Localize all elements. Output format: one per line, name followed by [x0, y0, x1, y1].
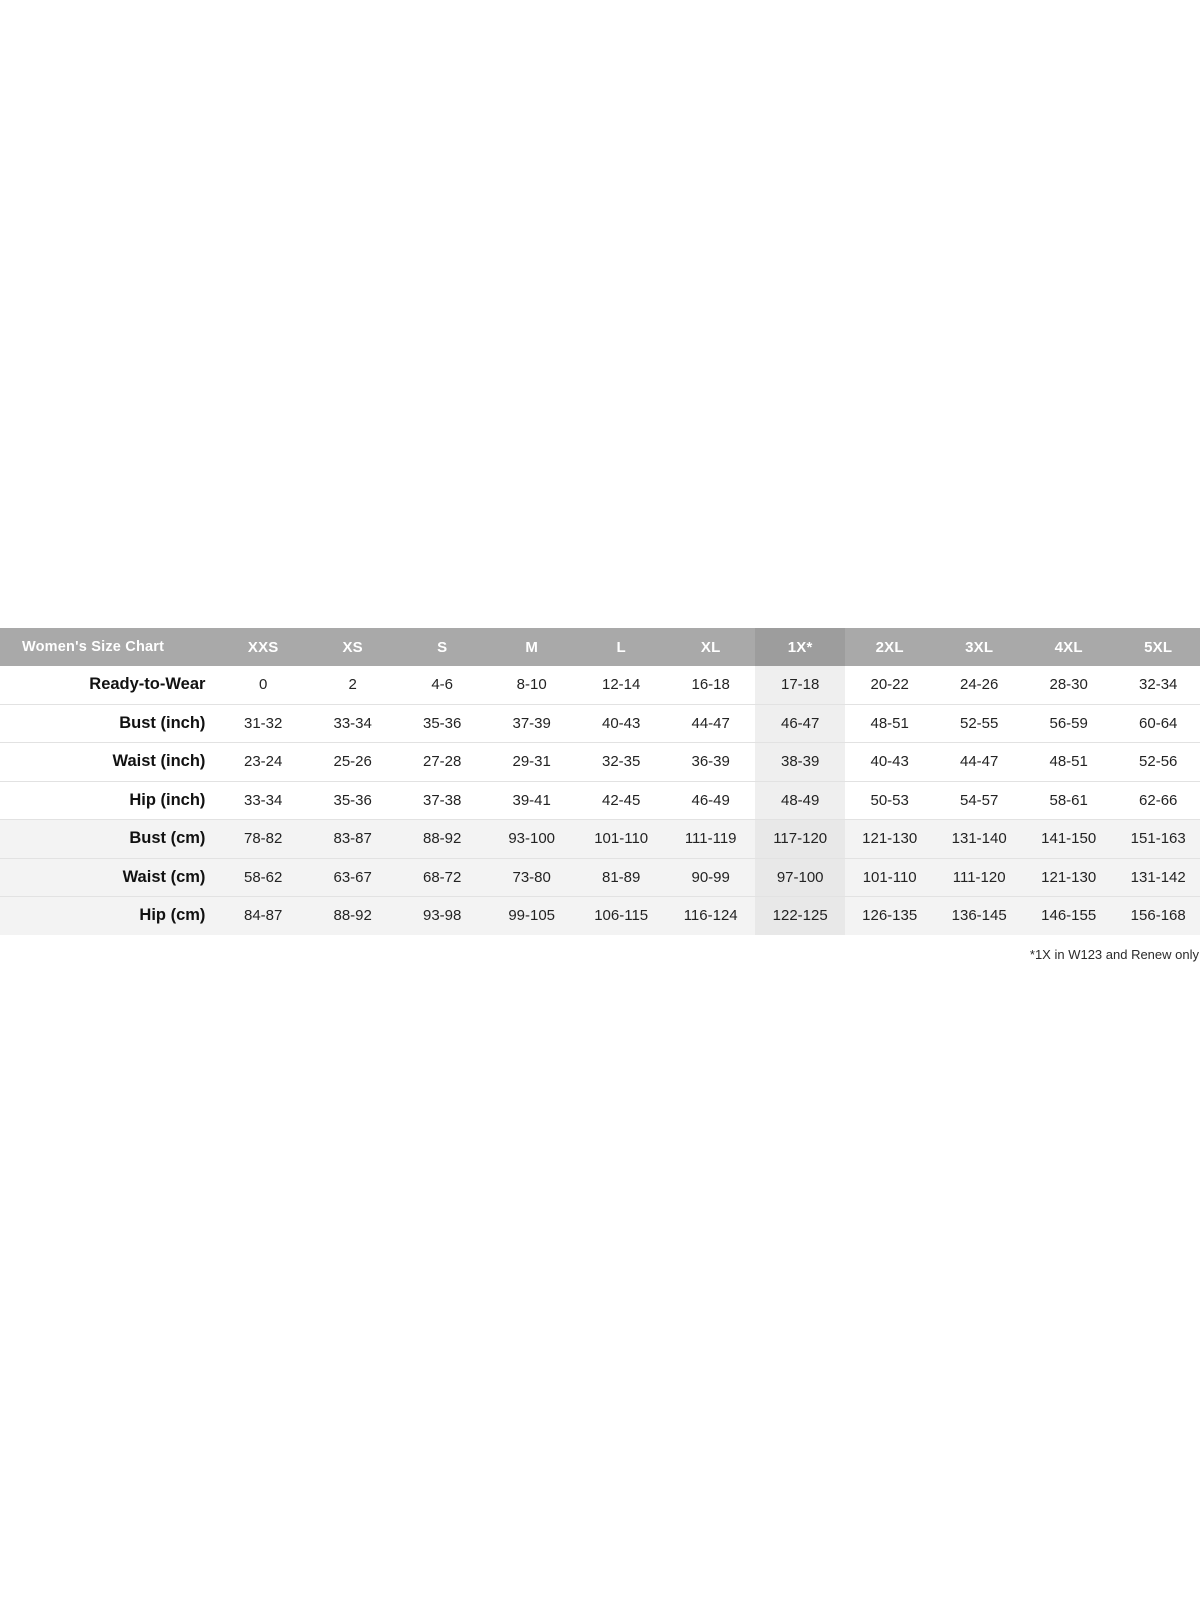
cell: 99-105: [487, 897, 577, 935]
table-row: [0, 897, 1200, 935]
cell: 28-30: [1024, 666, 1114, 704]
table-row: [0, 820, 1200, 859]
cell: 20-22: [845, 666, 935, 704]
cell: 81-89: [576, 858, 666, 897]
row-label-bust-cm: Bust (cm): [0, 820, 218, 859]
column-header-3xl: 3XL: [934, 628, 1024, 666]
row-label-hip-cm: Hip (cm): [0, 897, 218, 935]
cell: 29-31: [487, 743, 577, 782]
cell: 106-115: [576, 897, 666, 935]
cell: 52-56: [1113, 743, 1200, 782]
cell: 23-24: [218, 743, 308, 782]
column-header-2xl: 2XL: [845, 628, 935, 666]
cell: 39-41: [487, 781, 577, 820]
cell: 56-59: [1024, 704, 1114, 743]
column-header-1x: 1X*: [755, 628, 845, 666]
cell: 4-6: [397, 666, 487, 704]
cell: 60-64: [1113, 704, 1200, 743]
cell: 63-67: [308, 858, 398, 897]
cell: 17-18: [755, 666, 845, 704]
table-row: [0, 704, 1200, 743]
cell: 88-92: [397, 820, 487, 859]
table-row: [0, 743, 1200, 782]
cell: 25-26: [308, 743, 398, 782]
cell: 31-32: [218, 704, 308, 743]
cell: 32-35: [576, 743, 666, 782]
cell: 111-119: [666, 820, 756, 859]
cell: 73-80: [487, 858, 577, 897]
row-label-hip-inch: Hip (inch): [0, 781, 218, 820]
chart-title: Women's Size Chart: [0, 628, 218, 666]
cell: 8-10: [487, 666, 577, 704]
row-label-ready-to-wear: Ready-to-Wear: [0, 666, 218, 704]
cell: 121-130: [845, 820, 935, 859]
cell: 24-26: [934, 666, 1024, 704]
cell: 101-110: [576, 820, 666, 859]
chart-footnote: *1X in W123 and Renew only: [1029, 946, 1199, 962]
column-header-s: S: [397, 628, 487, 666]
cell: 35-36: [308, 781, 398, 820]
cell: 16-18: [666, 666, 756, 704]
cell: 78-82: [218, 820, 308, 859]
cell: 58-61: [1024, 781, 1114, 820]
cell: 36-39: [666, 743, 756, 782]
row-label-bust-inch: Bust (inch): [0, 704, 218, 743]
header-row: [0, 628, 1200, 666]
row-label-waist-inch: Waist (inch): [0, 743, 218, 782]
column-header-xs: XS: [308, 628, 398, 666]
cell: 84-87: [218, 897, 308, 935]
cell: 83-87: [308, 820, 398, 859]
cell: 90-99: [666, 858, 756, 897]
cell: 2: [308, 666, 398, 704]
size-chart-container: [0, 628, 1200, 962]
table-row: [0, 666, 1200, 704]
cell: 54-57: [934, 781, 1024, 820]
cell: 116-124: [666, 897, 756, 935]
cell: 52-55: [934, 704, 1024, 743]
cell: 50-53: [845, 781, 935, 820]
cell: 37-38: [397, 781, 487, 820]
row-label-waist-cm: Waist (cm): [0, 858, 218, 897]
cell: 88-92: [308, 897, 398, 935]
column-header-m: M: [487, 628, 577, 666]
cell: 40-43: [576, 704, 666, 743]
column-header-4xl: 4XL: [1024, 628, 1114, 666]
cell: 44-47: [934, 743, 1024, 782]
cell: 37-39: [487, 704, 577, 743]
cell: 48-51: [845, 704, 935, 743]
cell: 68-72: [397, 858, 487, 897]
table-body: [0, 666, 1200, 935]
cell: 33-34: [218, 781, 308, 820]
column-header-xl: XL: [666, 628, 756, 666]
cell: 46-47: [755, 704, 845, 743]
cell: 44-47: [666, 704, 756, 743]
cell: 136-145: [934, 897, 1024, 935]
column-header-5xl: 5XL: [1113, 628, 1200, 666]
cell: 126-135: [845, 897, 935, 935]
cell: 27-28: [397, 743, 487, 782]
cell: 121-130: [1024, 858, 1114, 897]
cell: 40-43: [845, 743, 935, 782]
cell: 97-100: [755, 858, 845, 897]
cell: 131-140: [934, 820, 1024, 859]
cell: 0: [218, 666, 308, 704]
womens-size-chart-table: [0, 628, 1200, 935]
cell: 58-62: [218, 858, 308, 897]
column-header-xxs: XXS: [218, 628, 308, 666]
column-header-l: L: [576, 628, 666, 666]
cell: 48-51: [1024, 743, 1114, 782]
cell: 93-100: [487, 820, 577, 859]
cell: 62-66: [1113, 781, 1200, 820]
cell: 151-163: [1113, 820, 1200, 859]
table-row: [0, 781, 1200, 820]
cell: 93-98: [397, 897, 487, 935]
cell: 122-125: [755, 897, 845, 935]
cell: 141-150: [1024, 820, 1114, 859]
cell: 46-49: [666, 781, 756, 820]
cell: 32-34: [1113, 666, 1200, 704]
table-header: [0, 628, 1200, 666]
cell: 33-34: [308, 704, 398, 743]
cell: 12-14: [576, 666, 666, 704]
cell: 131-142: [1113, 858, 1200, 897]
cell: 42-45: [576, 781, 666, 820]
cell: 48-49: [755, 781, 845, 820]
cell: 146-155: [1024, 897, 1114, 935]
cell: 101-110: [845, 858, 935, 897]
cell: 38-39: [755, 743, 845, 782]
table-row: [0, 858, 1200, 897]
cell: 117-120: [755, 820, 845, 859]
cell: 35-36: [397, 704, 487, 743]
cell: 156-168: [1113, 897, 1200, 935]
cell: 111-120: [934, 858, 1024, 897]
